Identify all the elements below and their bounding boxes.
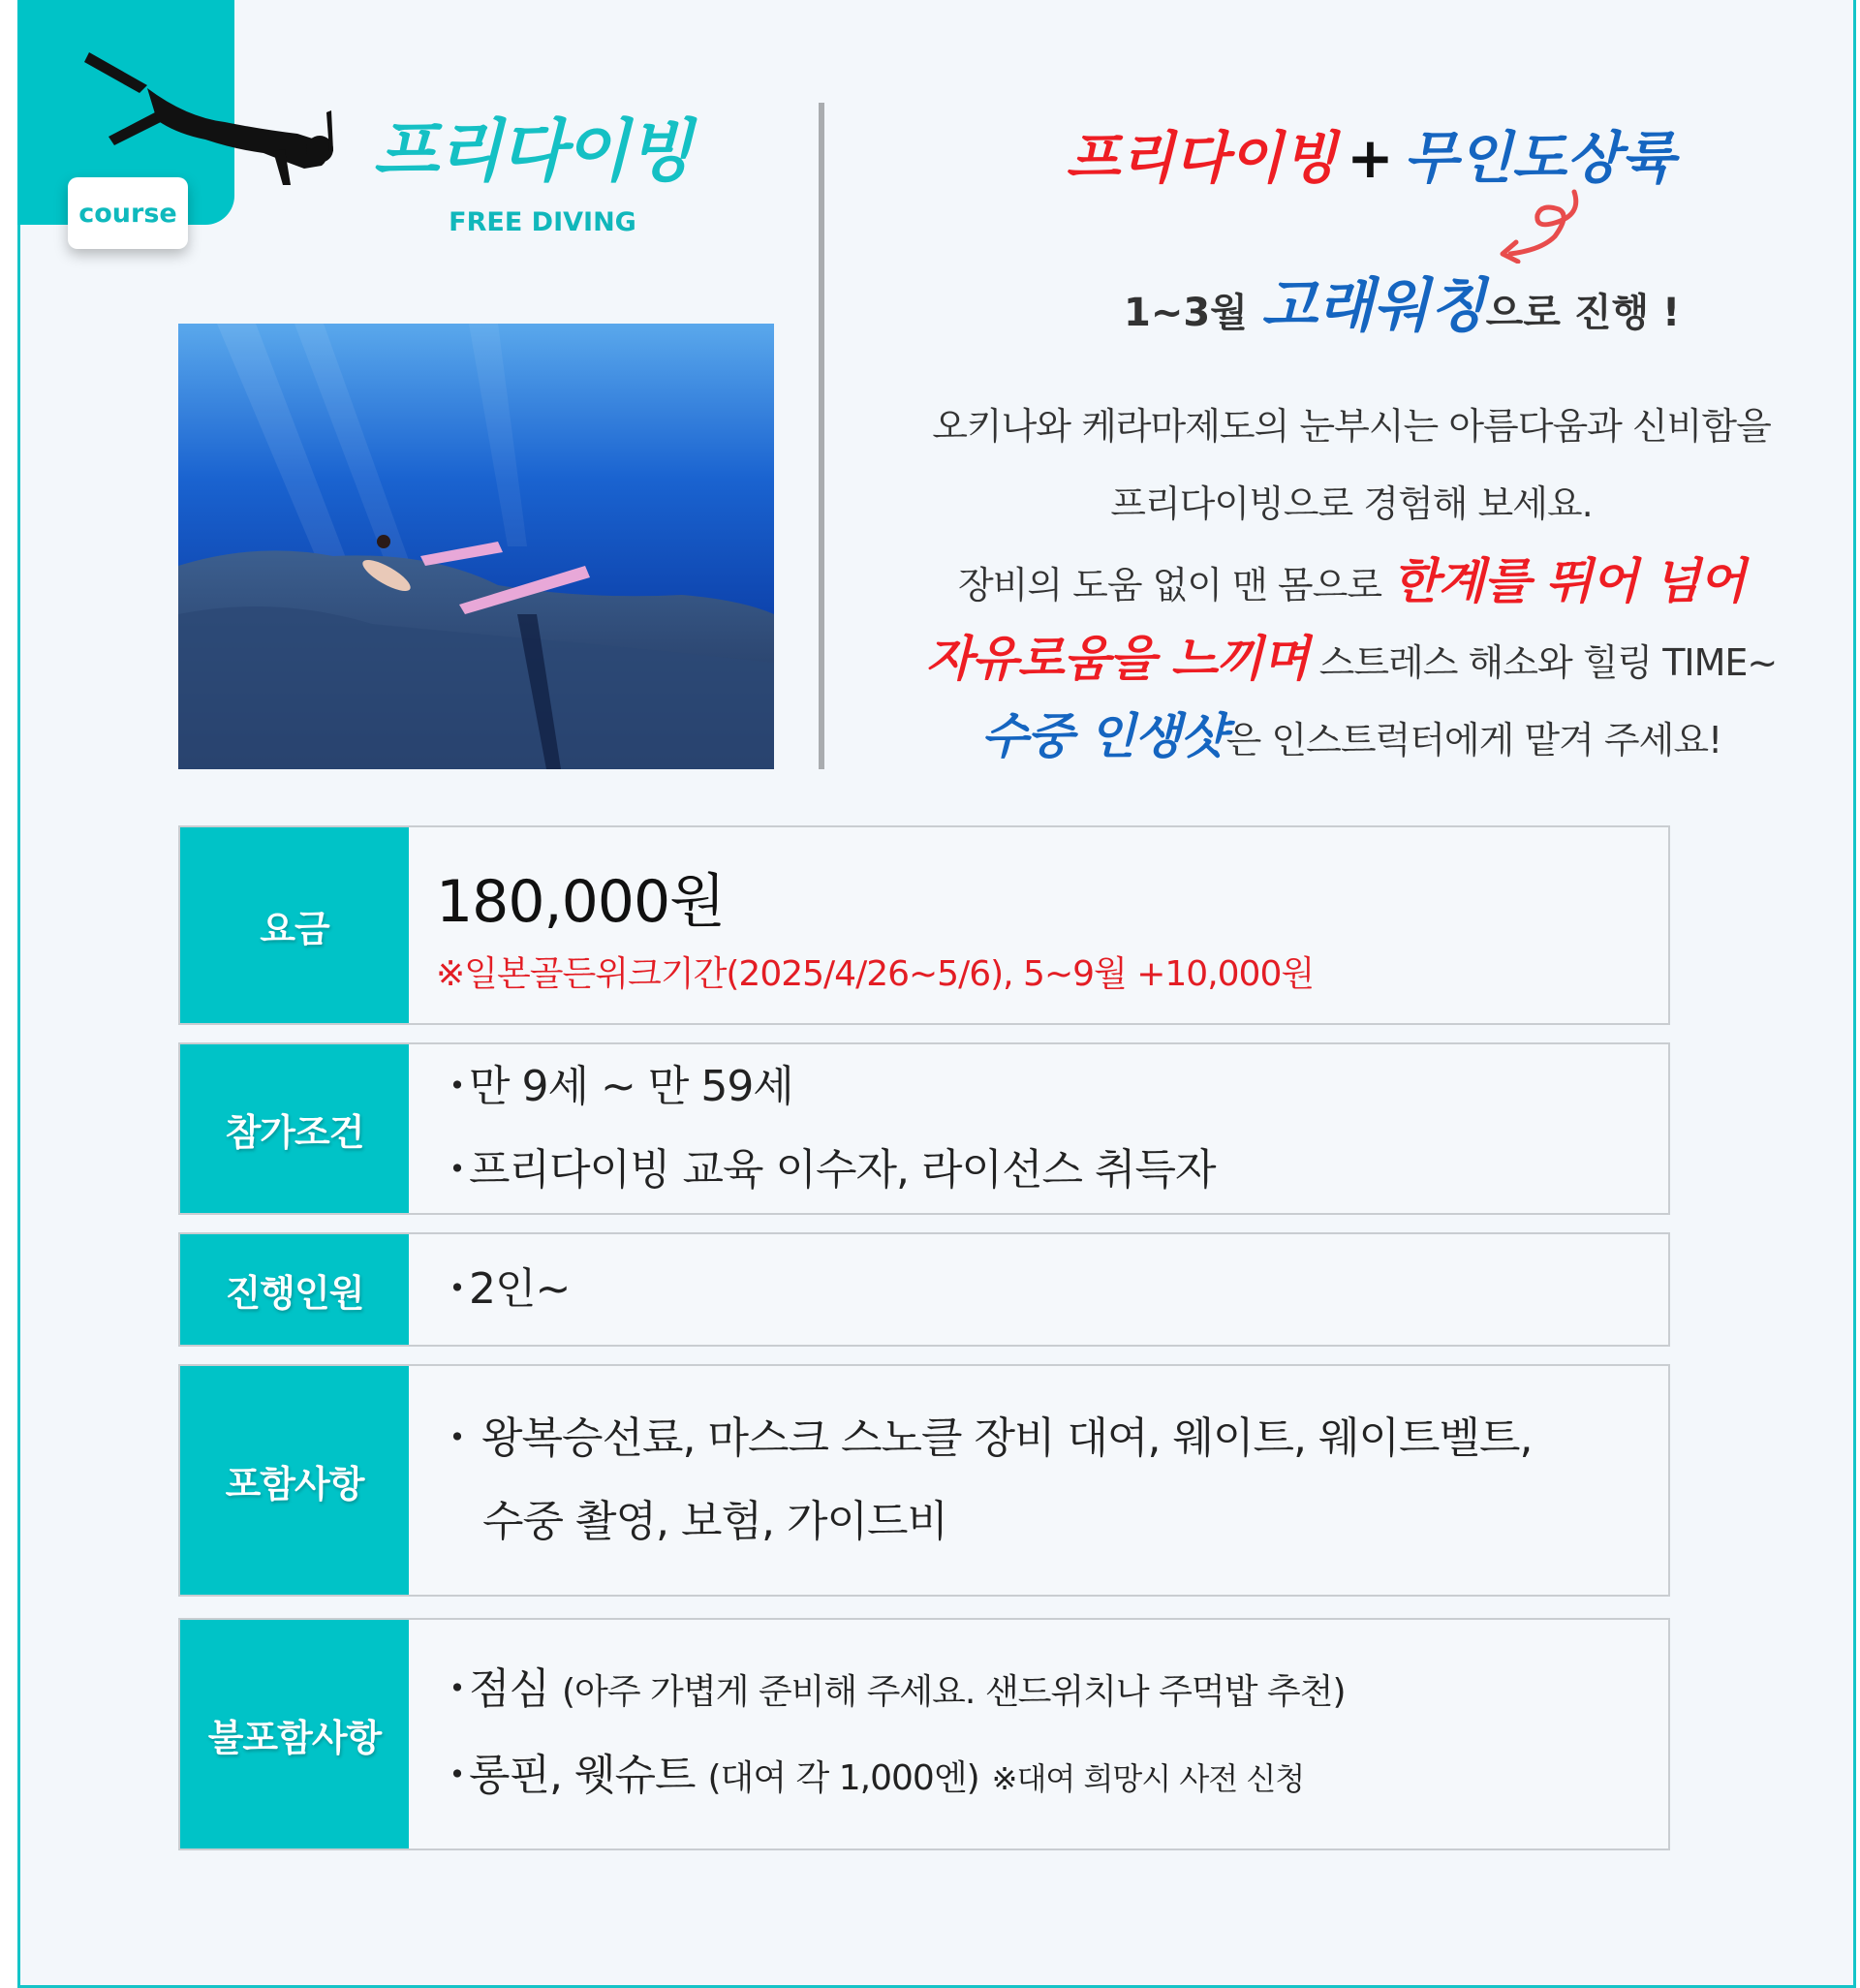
page-title: 프리다이빙 (373, 111, 692, 191)
price-value: 180,000원 (436, 867, 726, 936)
included-item-continued (436, 1480, 1668, 1564)
people-count: 2인~ (469, 1264, 571, 1314)
conditions-content (409, 1044, 1668, 1213)
people-item (436, 1248, 1668, 1331)
diver-silhouette-icon (79, 45, 351, 190)
bullet: ・ (436, 1264, 478, 1314)
desc-line-5-text: 은 인스트럭터에게 맡겨 주세요! (1225, 719, 1722, 761)
people-label: 진행인원 (180, 1234, 409, 1345)
bullet: ・ (436, 1664, 478, 1714)
condition-item (436, 1129, 1668, 1212)
desc-line-5 (852, 698, 1850, 775)
fee-label: 요금 (180, 827, 409, 1023)
headline-plus: + (1347, 125, 1394, 191)
desc-line-3-text: 장비의 도움 없이 맨 몸으로 (957, 564, 1393, 606)
desc-line-3-red: 한계를 뛰어 넘어 (1392, 553, 1746, 609)
included-line-2: 수중 촬영, 보험, 가이드비 (482, 1497, 947, 1546)
excluded-item (436, 1648, 1668, 1734)
conditions-row (178, 1042, 1670, 1215)
people-content (409, 1234, 1668, 1345)
desc-line-4-text: 스트레스 해소와 힐링 TIME~ (1308, 641, 1778, 684)
page-subtitle: FREE DIVING (449, 207, 636, 237)
whale-watching-line (1124, 260, 1680, 343)
promo-headline (1066, 112, 1675, 194)
included-row (178, 1364, 1670, 1597)
excluded-content (409, 1620, 1668, 1848)
progress-text: 으로 진행 ! (1485, 291, 1681, 335)
desc-line-4-red: 자유로움을 느끼며 (925, 631, 1309, 687)
bullet: ・ (436, 1751, 478, 1800)
description (852, 388, 1850, 775)
desc-line-5-blue: 수중 인생샷 (980, 708, 1226, 764)
fee-row (178, 825, 1670, 1025)
included-line-1: 왕복승선료, 마스크 스노클 장비 대여, 웨이트, 웨이트벨트, (481, 1413, 1533, 1463)
excluded-row (178, 1618, 1670, 1850)
price-note: ※일본골든위크기간(2025/4/26~5/6), 5~9월 +10,000원 (436, 953, 1315, 994)
curved-arrow-icon (1477, 186, 1589, 264)
months-text: 1~3월 (1124, 291, 1248, 335)
included-content (409, 1366, 1668, 1595)
conditions-label: 참가조건 (180, 1044, 409, 1213)
divider-line (819, 103, 824, 769)
excluded-lunch-note: (아주 가볍게 준비해 주세요. 샌드위치나 주먹밥 추천) (562, 1672, 1346, 1712)
desc-line-1: 오키나와 케라마제도의 눈부시는 아름다움과 신비함을 (932, 405, 1771, 448)
excluded-gear-extra: ※대여 희망시 사전 신청 (991, 1760, 1305, 1797)
whale-watching-text: 고래워칭 (1260, 272, 1486, 340)
excluded-lunch: 점심 (469, 1664, 550, 1714)
headline-island: 무인도상륙 (1403, 125, 1675, 191)
excluded-item (436, 1734, 1668, 1820)
excluded-label: 불포함사항 (180, 1620, 409, 1848)
excluded-gear: 롱핀, 웻슈트 (469, 1751, 696, 1800)
condition-age: 만 9세 ~ 만 59세 (469, 1062, 793, 1111)
included-item (436, 1397, 1668, 1480)
headline-freediving: 프리다이빙 (1066, 125, 1338, 191)
desc-line-4 (852, 620, 1850, 698)
course-badge: course (68, 177, 188, 249)
desc-line-2: 프리다이빙으로 경험해 보세요. (1110, 482, 1593, 525)
desc-line-3 (852, 543, 1850, 620)
included-label: 포함사항 (180, 1366, 409, 1595)
people-row (178, 1232, 1670, 1347)
bullet: ・ (436, 1413, 478, 1463)
excluded-gear-note: (대여 각 1,000엔) (707, 1758, 979, 1798)
condition-license: 프리다이빙 교육 이수자, 라이선스 취득자 (469, 1145, 1216, 1195)
condition-item (436, 1045, 1668, 1129)
underwater-photo (178, 324, 774, 769)
bullet: ・ (436, 1145, 478, 1195)
fee-content (409, 827, 1668, 1023)
bullet: ・ (436, 1062, 478, 1111)
